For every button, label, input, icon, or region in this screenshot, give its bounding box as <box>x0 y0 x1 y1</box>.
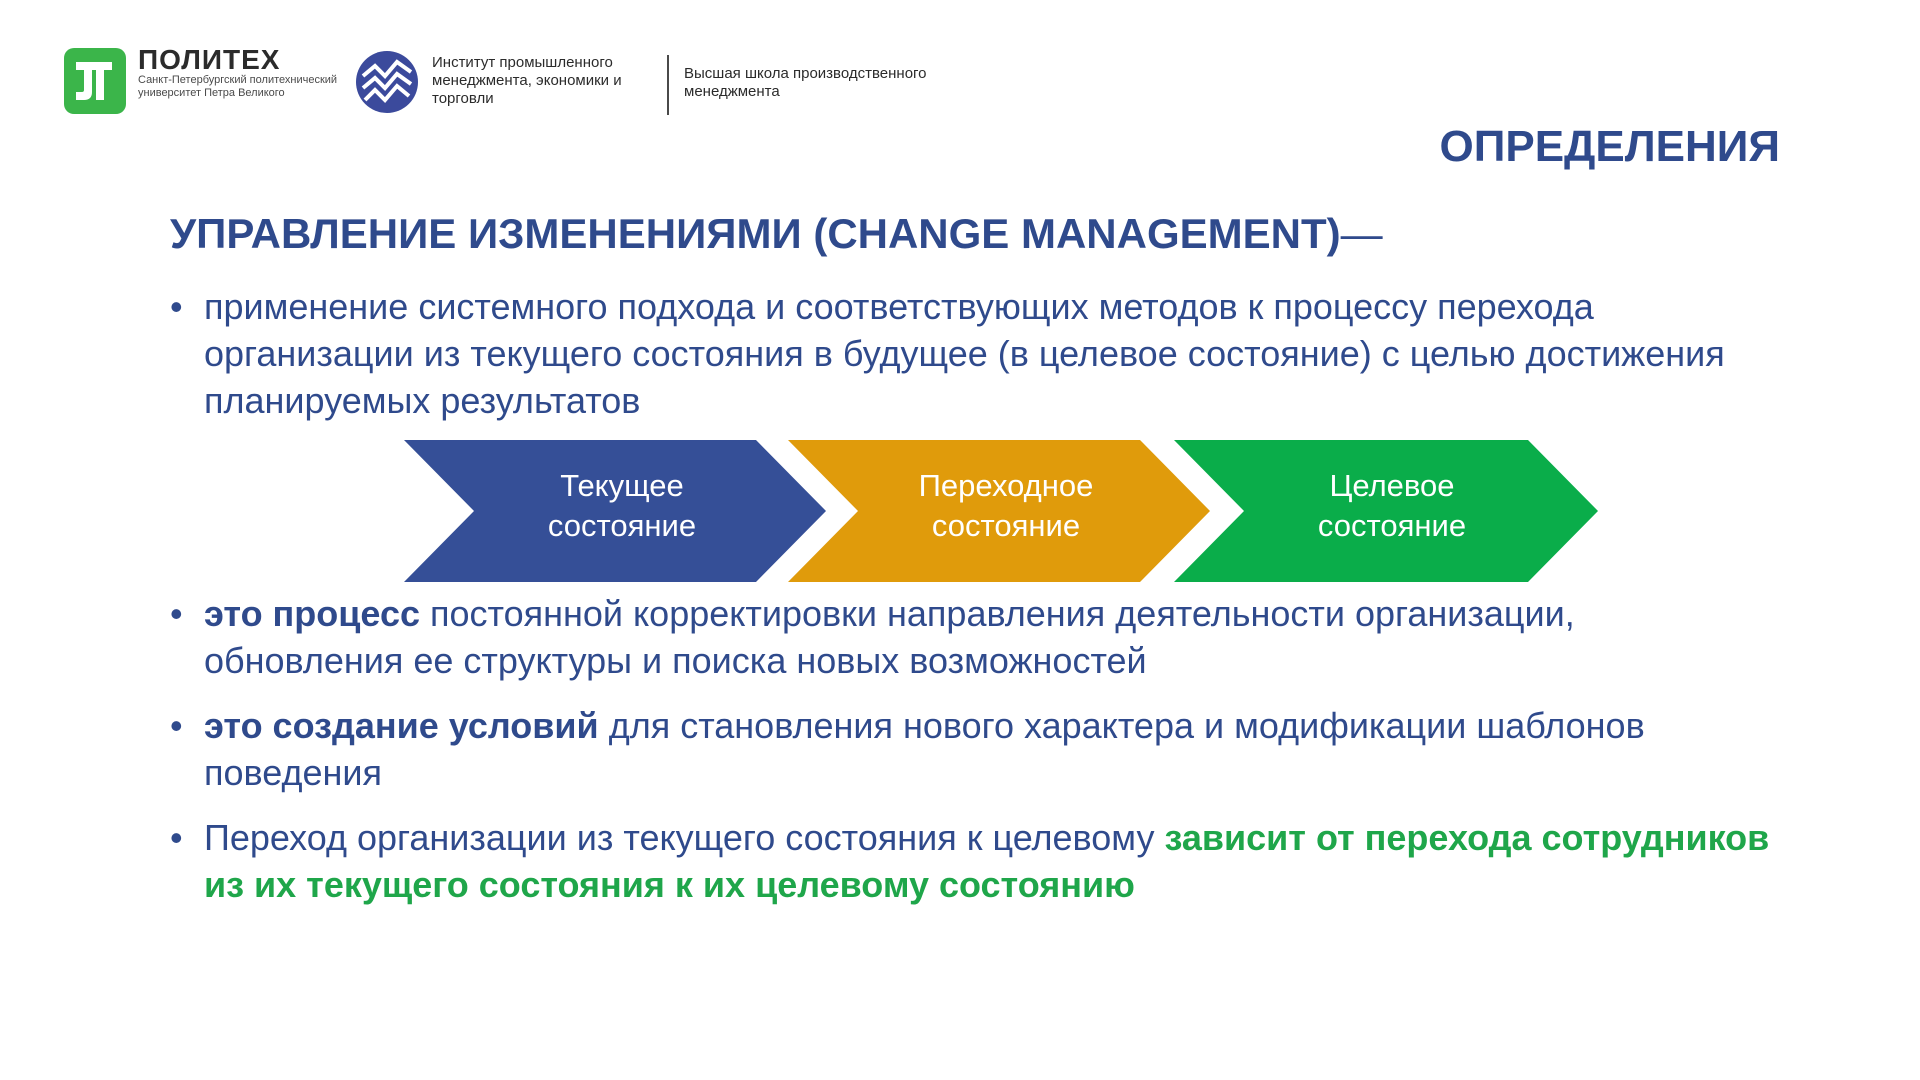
bullet-conditions-text: для становления нового характера и модификации шаблонов поведения <box>204 705 1645 793</box>
institute-logo-icon <box>355 50 419 114</box>
bullet-process-text: постоянной корректировки направления деятельности организации, обновления ее структуры и поиска новых возможностей <box>204 593 1575 681</box>
bullet-process <box>170 590 1784 684</box>
chevron-label-target <box>1242 466 1542 546</box>
main-heading <box>170 210 1770 258</box>
school-name: Высшая школа производственного менеджмента <box>684 65 927 100</box>
bullet-conditions-bold: это создание условий <box>204 705 599 746</box>
header-divider <box>667 55 669 115</box>
bullet-transition-text: Переход организации из текущего состояния к целевому <box>204 817 1165 858</box>
main-heading-text: УПРАВЛЕНИЕ ИЗМЕНЕНИЯМИ (CHANGE MANAGEMENT) <box>170 210 1341 257</box>
chevron-label-current <box>472 466 772 546</box>
bullet-transition <box>170 814 1784 908</box>
institute-name: Институт промышленного менеджмента, экономики и торговли <box>432 54 622 107</box>
chevron-label-line1: Текущее <box>560 468 684 503</box>
bullet-definition <box>170 283 1784 424</box>
heading-dash: — <box>1340 210 1383 257</box>
chevron-label-line1: Целевое <box>1329 468 1455 503</box>
bullet-transition-highlight: зависит от перехода сотрудников из их текущего состояния к их целевому состоянию <box>204 817 1770 905</box>
bullet-definition-text: применение системного подхода и соответствующих методов к процессу перехода организации из текущего состояния в будущее (в целевое состояние) с целью достижения планируемых результатов <box>204 286 1725 421</box>
university-name: ПОЛИТЕХ <box>138 44 281 75</box>
chevron-label-line1: Переходное <box>918 468 1094 503</box>
chevron-label-line2: состояние <box>931 508 1081 543</box>
university-subtitle: Санкт-Петербургский политехнический университет Петра Великого <box>138 74 338 99</box>
section-title: ОПРЕДЕЛЕНИЯ <box>1439 122 1780 171</box>
chevron-label-line2: состояние <box>547 508 697 543</box>
bullet-process-bold: это процесс <box>204 593 420 634</box>
chevron-label-line2: состояние <box>1317 508 1467 543</box>
politech-logo-icon <box>64 48 126 114</box>
bullet-conditions <box>170 702 1824 796</box>
chevron-label-transition <box>856 466 1156 546</box>
header <box>0 0 1920 130</box>
